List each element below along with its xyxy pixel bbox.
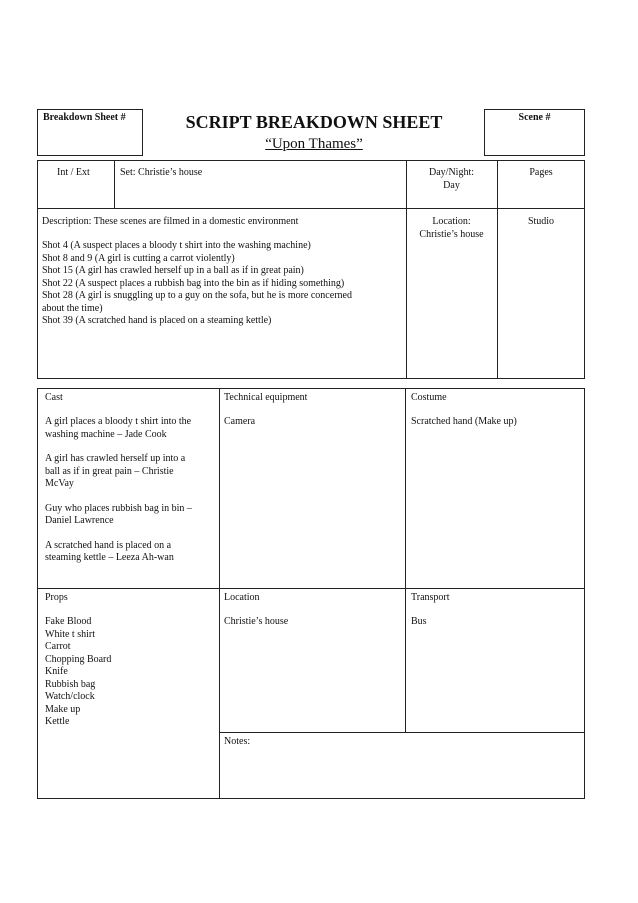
location-cell-label: Location (224, 592, 260, 603)
day-night-value: Day (443, 180, 460, 191)
prop-item: Fake Blood (45, 616, 92, 627)
props-label: Props (45, 592, 68, 603)
prop-item: Chopping Board (45, 653, 112, 665)
shot-line: Shot 39 (A scratched hand is placed on a steaming kettle) (42, 315, 272, 326)
prop-item: Make up (45, 703, 81, 715)
set-divider (406, 160, 407, 379)
set-label: Set: Christie’s house (120, 167, 203, 178)
props-list (45, 616, 111, 729)
technical-equipment-value: Camera (224, 416, 256, 427)
prop-item: White t shirt (45, 628, 95, 640)
cast-list (45, 416, 217, 565)
shot-line: Shot 8 and 9 (A girl is cutting a carrot violently) (42, 252, 235, 264)
shot-line: Shot 22 (A suspect places a rubbish bag into the bin as if hiding something) (42, 277, 345, 289)
description-intro: Description: These scenes are filmed in a domestic environment (42, 216, 299, 227)
location-value: Christie’s house (419, 229, 484, 240)
transport-label: Transport (411, 592, 450, 603)
prop-item: Knife (45, 666, 68, 677)
prop-item: Carrot (45, 641, 71, 652)
shot-line: about the time) (42, 302, 103, 314)
cast-entry: Guy who places rubbish bag in bin – Daniel Lawrence (45, 502, 192, 526)
cast-entry: A girl places a bloody t shirt into the washing machine – Jade Cook (45, 416, 192, 440)
pages-label: Pages (529, 167, 553, 178)
int-ext-divider (114, 160, 115, 208)
location-cell-value: Christie’s house (224, 616, 289, 627)
cast-label: Cast (45, 392, 63, 403)
page-title: SCRIPT BREAKDOWN SHEET (185, 112, 443, 132)
costume-label: Costume (411, 392, 447, 403)
scene-label: Scene # (518, 112, 551, 123)
info-divider (37, 208, 585, 209)
day-night-divider (497, 160, 498, 379)
technical-equipment-label: Technical equipment (224, 392, 308, 403)
page-subtitle: “Upon Thames” (265, 136, 363, 152)
prop-item: Rubbish bag (45, 678, 96, 690)
studio-label: Studio (527, 216, 555, 227)
cast-entry: A scratched hand is placed on a steaming kettle – Leeza Ah-wan (45, 539, 174, 563)
cast-entry: A girl has crawled herself up into a ball as if in great pain – Christie McVay (45, 453, 186, 489)
shot-list (42, 240, 402, 328)
shot-line: Shot 4 (A suspect places a bloody t shirt into the washing machine) (42, 240, 311, 251)
day-night-label: Day/Night: (429, 167, 474, 178)
costume-value: Scratched hand (Make up) (411, 416, 517, 427)
notes-label: Notes: (224, 736, 251, 747)
prop-item: Kettle (45, 716, 70, 727)
breakdown-sheet-label: Breakdown Sheet # (43, 112, 126, 123)
grid-col-divider-1 (219, 388, 220, 799)
grid-row-divider (37, 588, 585, 589)
transport-value: Bus (411, 616, 427, 627)
grid-col-divider-2 (405, 388, 406, 732)
location-label: Location: (432, 216, 471, 227)
notes-divider (219, 732, 585, 733)
int-ext-label: Int / Ext (57, 167, 90, 178)
shot-line: Shot 15 (A girl has crawled herself up in a ball as if in great pain) (42, 265, 304, 276)
shot-line: Shot 28 (A girl is snuggling up to a guy on the sofa, but he is more concerned (42, 290, 352, 301)
prop-item: Watch/clock (45, 691, 95, 702)
